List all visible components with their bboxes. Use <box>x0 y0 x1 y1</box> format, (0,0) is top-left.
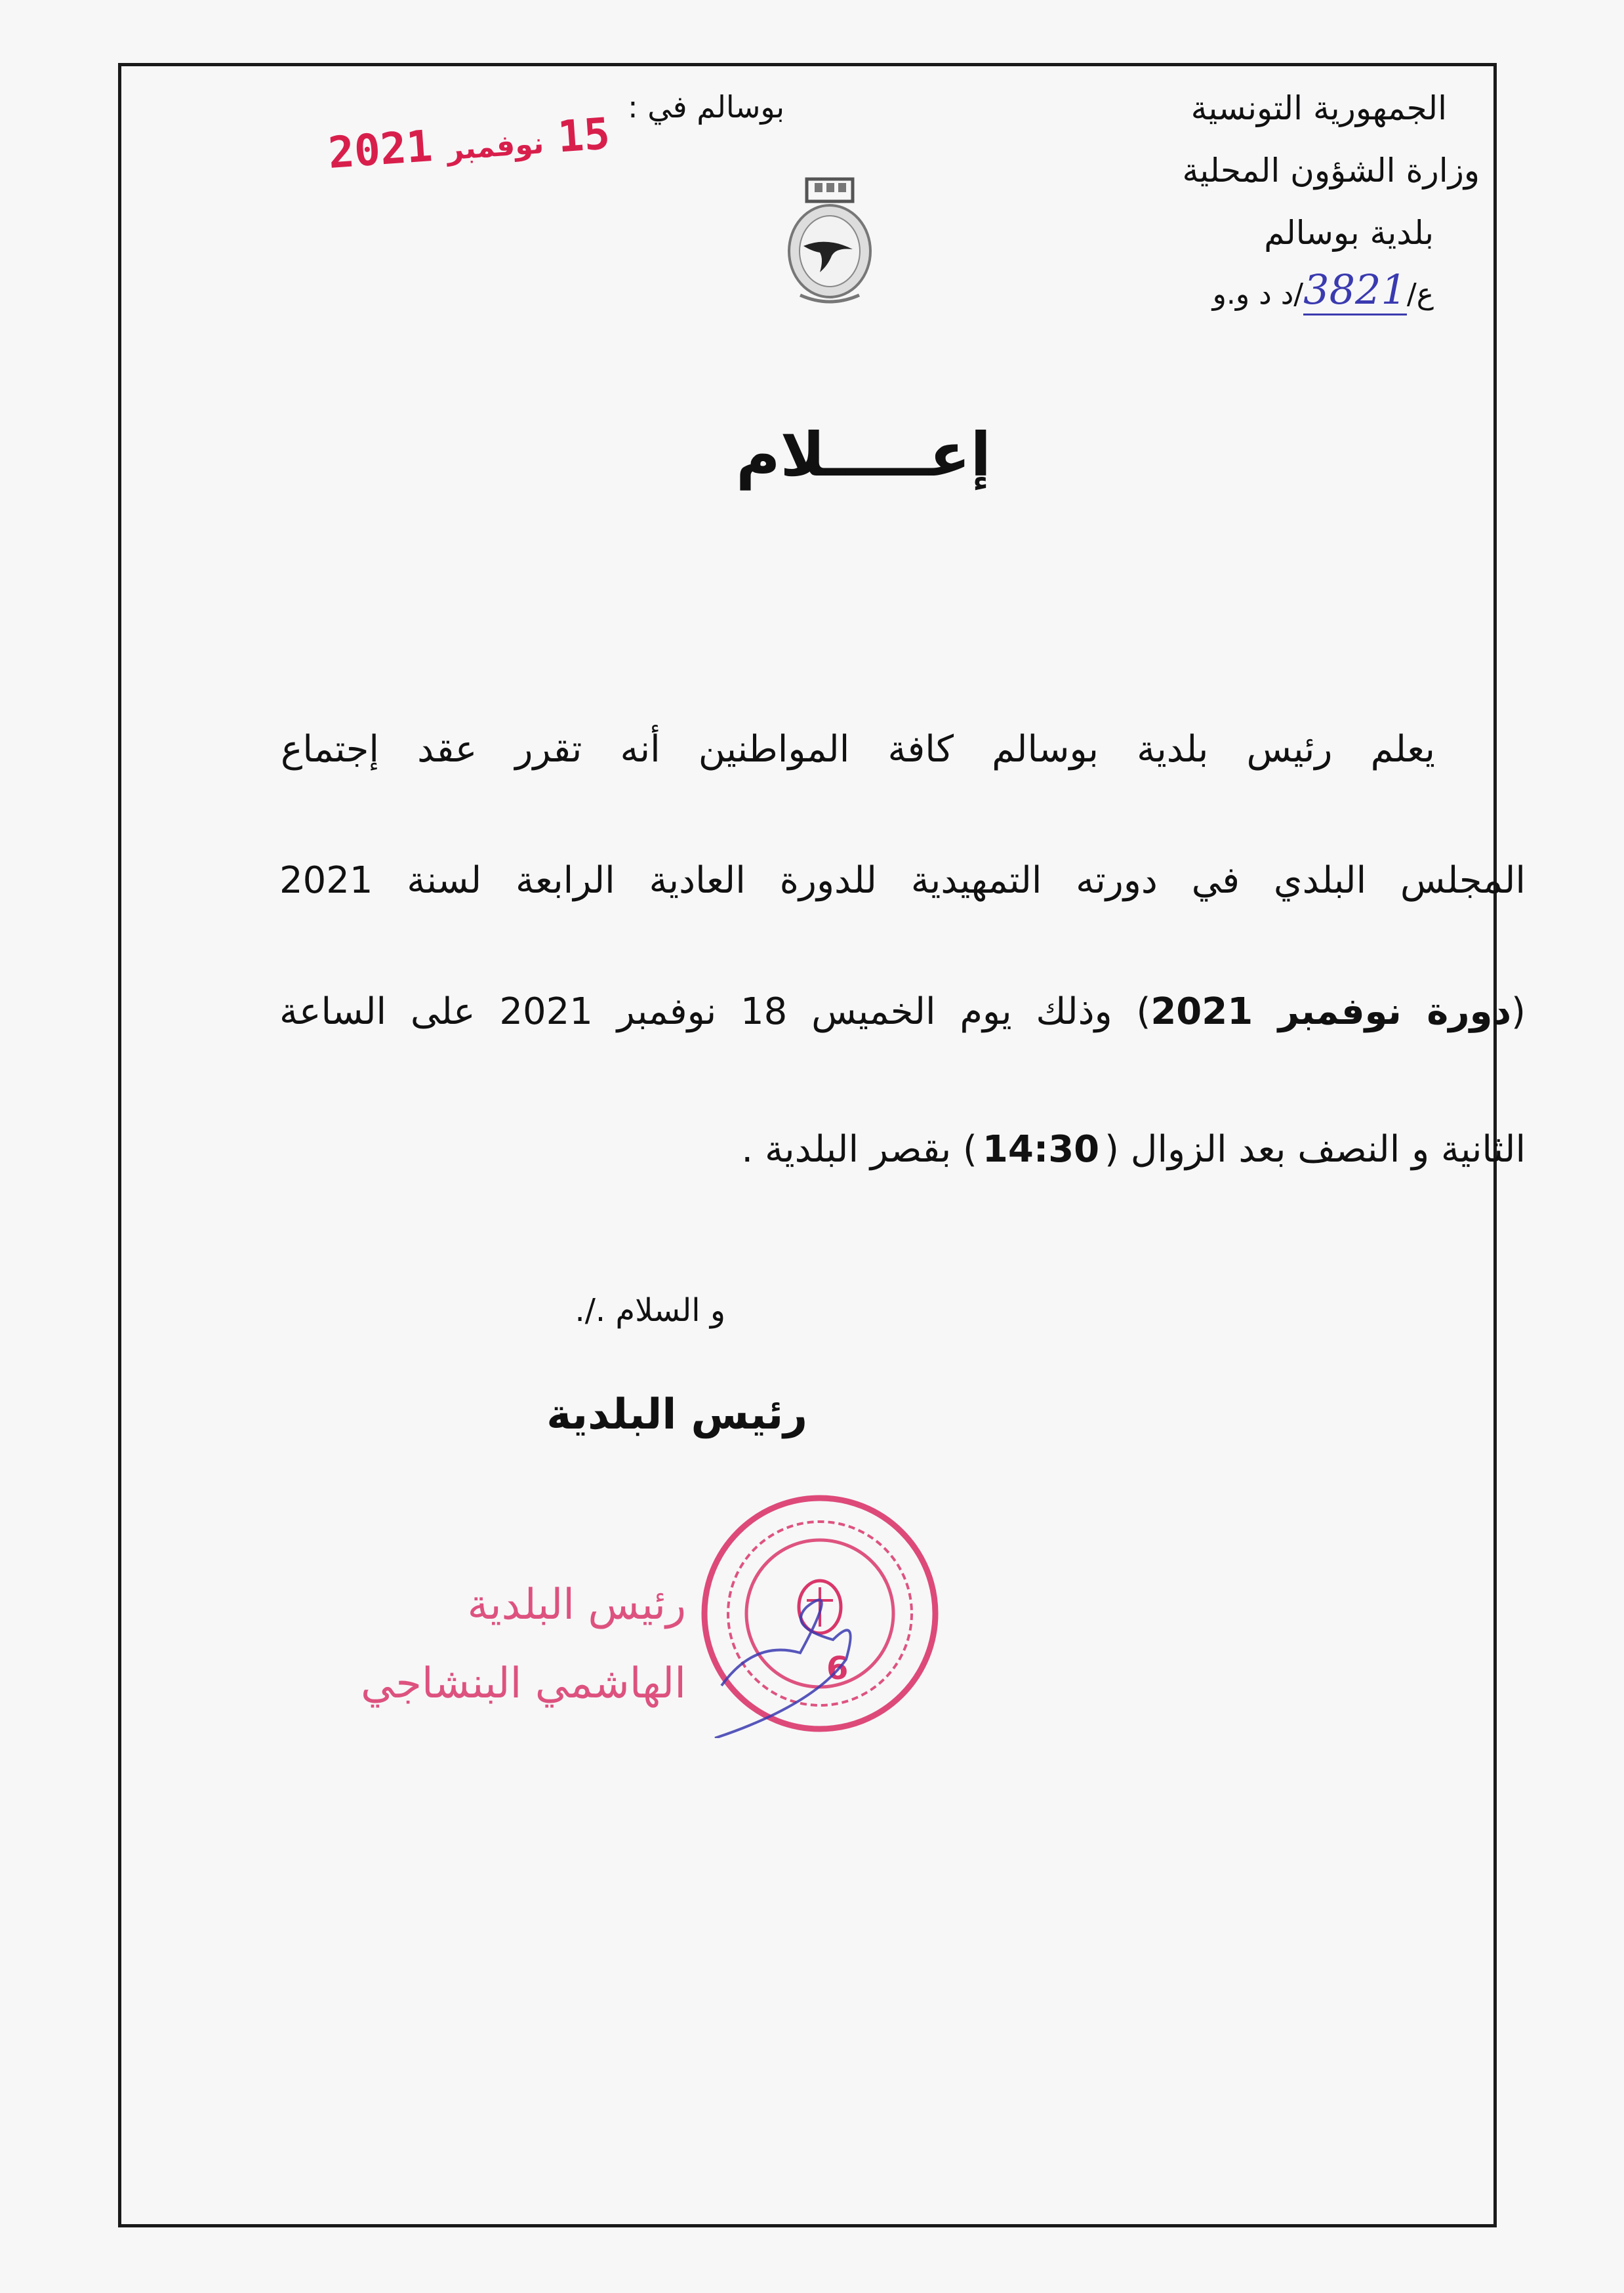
meeting-time: 14:30 <box>982 1128 1100 1171</box>
body-line-3-open: ( <box>1511 990 1526 1033</box>
header-reference <box>1213 266 1434 315</box>
date-stamp-day: 15 <box>556 108 612 163</box>
page-title: إعـــــلام <box>736 420 991 490</box>
header-republic: الجمهورية التونسية <box>1190 89 1447 127</box>
body-line-4 <box>741 1128 1526 1171</box>
reference-suffix: /د د و.و <box>1212 277 1304 311</box>
reference-number: 3821 <box>1303 266 1407 315</box>
official-seal <box>695 1489 944 1738</box>
body-line-4-end: ) بقصر البلدية . <box>741 1128 977 1171</box>
session-name: دورة نوفمبر 2021 <box>1150 990 1512 1033</box>
body-line-2: المجلس البلدي في دورته التمهيدية للدورة العادية الرابعة لسنة 2021 <box>279 859 1526 902</box>
stamp-line-1: رئيس البلدية <box>467 1581 686 1629</box>
body-line-1: يعلم رئيس بلدية بوسالم كافة المواطنين أنه تقرر عقد إجتماع <box>281 728 1435 771</box>
reference-prefix: ع/ <box>1406 277 1434 311</box>
header-municipality: بلدية بوسالم <box>1264 214 1434 252</box>
seal-number: 6 <box>826 1650 849 1687</box>
header-ministry: وزارة الشؤون المحلية <box>1182 152 1480 190</box>
date-stamp-year: 2021 <box>326 121 434 178</box>
body-line-3 <box>279 990 1526 1033</box>
closing-salutation: و السلام ./. <box>575 1292 725 1329</box>
body-line-3-rest: وذلك يوم الخميس 18 نوفمبر 2021 على الساعة <box>279 990 1112 1033</box>
municipality-emblem <box>781 174 879 312</box>
signature-title: رئيس البلدية <box>546 1390 807 1439</box>
body-line-3-close: ) <box>1136 990 1151 1033</box>
date-stamp-month: نوفمبر <box>445 127 545 167</box>
stamp-line-2: الهاشمي البنشاجي <box>361 1659 686 1708</box>
place-date-label: بوسالم في : <box>628 89 784 125</box>
body-line-4-start: الثانية و النصف بعد الزوال ( <box>1105 1128 1526 1171</box>
